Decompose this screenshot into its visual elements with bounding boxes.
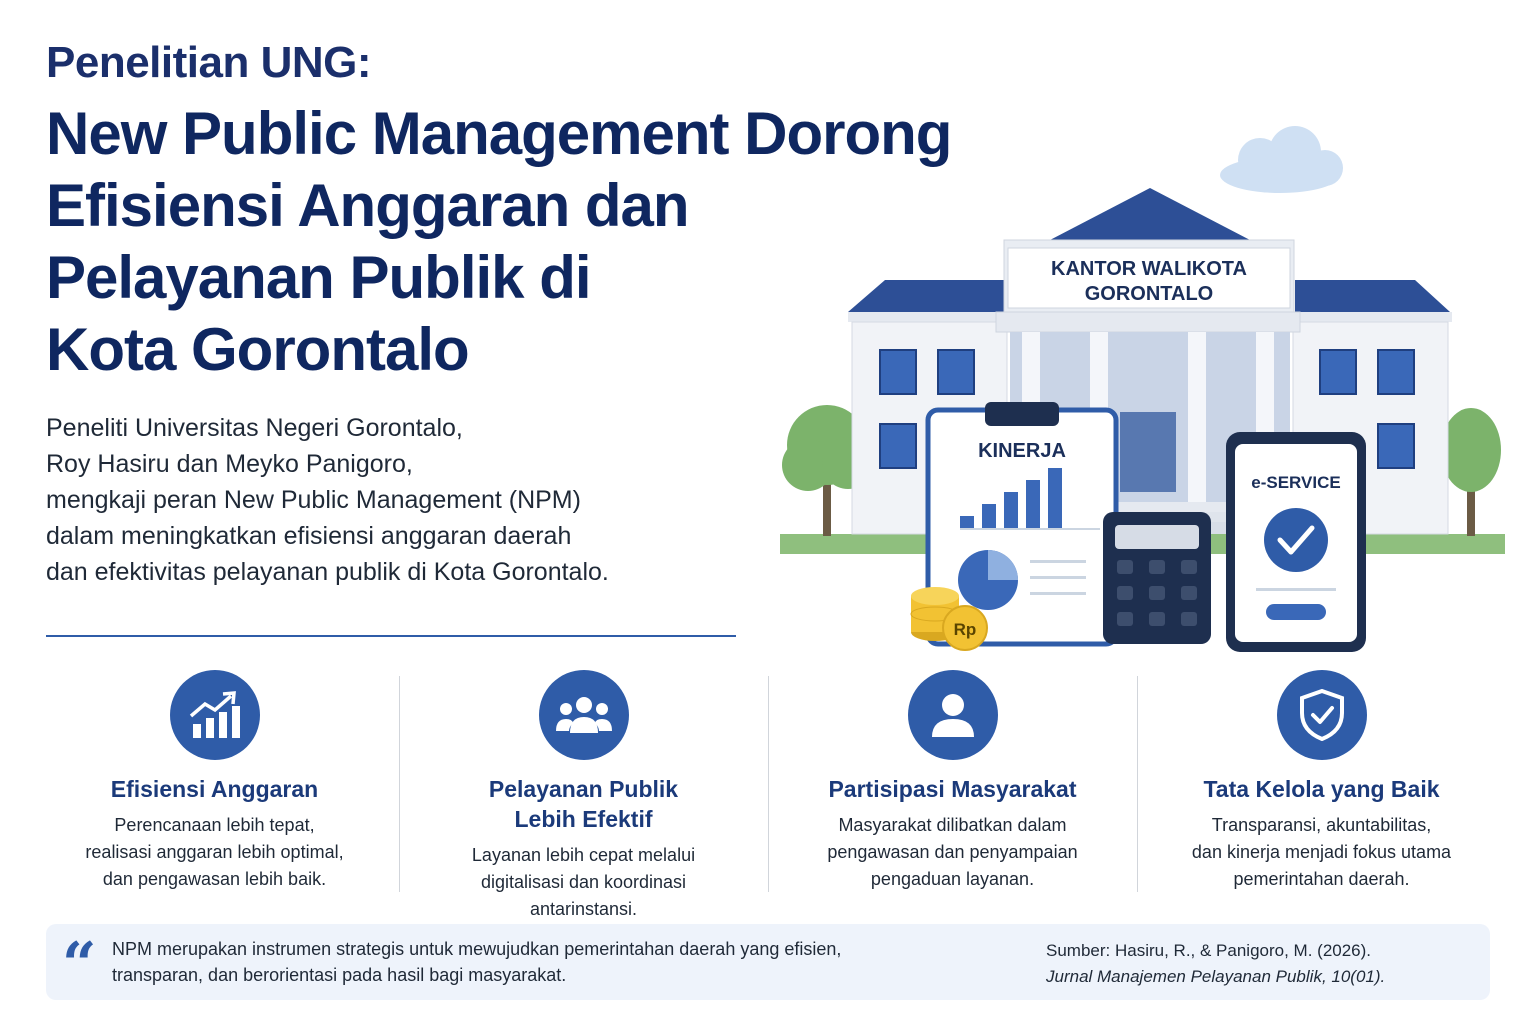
feature-title-line: Tata Kelola yang Baik	[1203, 776, 1440, 802]
feature-description	[399, 842, 768, 923]
lead-line: Peneliti Universitas Negeri Gorontalo,	[46, 414, 463, 442]
calculator-icon	[1103, 512, 1211, 644]
person-icon	[908, 670, 998, 760]
lead-line: dalam meningkatkan efisiensi anggaran daerah	[46, 522, 572, 550]
feature-title-line: Pelayanan Publik	[488, 776, 679, 802]
feature-description	[768, 812, 1137, 893]
source-citation	[1046, 938, 1476, 990]
growth-chart-icon	[170, 670, 260, 760]
feature-pelayanan	[399, 670, 768, 919]
headline-line: Pelayanan Publik di	[46, 244, 591, 311]
phone-icon	[1226, 432, 1366, 652]
feature-title	[1137, 774, 1506, 804]
lead-line: mengkaji peran New Public Management (NPM)	[46, 486, 581, 514]
feature-description	[1137, 812, 1506, 893]
lead-paragraph	[46, 410, 766, 590]
coin-label: Rp	[953, 620, 977, 639]
feature-title-line: Lebih Efektif	[514, 806, 653, 832]
headline-line: New Public Management Dorong	[46, 100, 952, 167]
feature-desc-line: antarinstansi.	[529, 899, 638, 919]
feature-desc-line: dan pengawasan lebih baik.	[102, 869, 327, 889]
headline-line: Efisiensi Anggaran dan	[46, 172, 689, 239]
feature-desc-line: dan kinerja menjadi fokus utama	[1191, 842, 1452, 862]
shield-check-icon	[1277, 670, 1367, 760]
feature-desc-line: pengawasan dan penyampaian	[827, 842, 1078, 862]
quote-box	[46, 924, 1490, 1000]
quote-line: transparan, dan berorientasi pada hasil bagi masyarakat.	[112, 965, 567, 985]
feature-title-line: Partisipasi Masyarakat	[828, 776, 1077, 802]
feature-desc-line: Perencanaan lebih tepat,	[114, 815, 315, 835]
kicker: Penelitian UNG:	[46, 38, 371, 87]
feature-efisiensi	[30, 670, 399, 910]
feature-desc-line: digitalisasi dan koordinasi	[480, 872, 687, 892]
feature-desc-line: Transparansi, akuntabilitas,	[1211, 815, 1432, 835]
quote-mark-icon: “	[62, 930, 97, 1000]
city-hall-illustration	[760, 120, 1530, 680]
quote-text	[112, 936, 992, 988]
source-line: Sumber: Hasiru, R., & Panigoro, M. (2026).	[1046, 941, 1372, 960]
lead-line: Roy Hasiru dan Meyko Panigoro,	[46, 450, 413, 478]
quote-line: NPM merupakan instrumen strategis untuk mewujudkan pemerintahan daerah yang efisien,	[112, 939, 842, 959]
feature-row	[30, 670, 1506, 919]
feature-desc-line: Layanan lebih cepat melalui	[471, 845, 696, 865]
clipboard-label: KINERJA	[978, 440, 1066, 462]
feature-desc-line: pengaduan layanan.	[870, 869, 1035, 889]
headline-line: Kota Gorontalo	[46, 316, 469, 383]
feature-partisipasi	[768, 670, 1137, 910]
tree-icon	[1441, 408, 1501, 536]
feature-title	[399, 774, 768, 834]
sign-line-1: KANTOR WALIKOTA	[1051, 258, 1247, 280]
feature-title	[30, 774, 399, 804]
feature-desc-line: Masyarakat dilibatkan dalam	[838, 815, 1067, 835]
feature-tata-kelola	[1137, 670, 1506, 910]
feature-desc-line: pemerintahan daerah.	[1233, 869, 1410, 889]
lead-line: dan efektivitas pelayanan publik di Kota Gorontalo.	[46, 558, 609, 586]
feature-title-line: Efisiensi Anggaran	[110, 776, 319, 802]
section-divider	[46, 635, 736, 637]
feature-description	[30, 812, 399, 893]
source-journal: Jurnal Manajemen Pelayanan Publik, 10(01).	[1046, 967, 1386, 986]
sign-line-2: GORONTALO	[1084, 283, 1214, 305]
phone-label: e-SERVICE	[1251, 473, 1341, 492]
feature-title	[768, 774, 1137, 804]
feature-desc-line: realisasi anggaran lebih optimal,	[85, 842, 344, 862]
cloud-icon	[1220, 126, 1343, 193]
people-group-icon	[539, 670, 629, 760]
